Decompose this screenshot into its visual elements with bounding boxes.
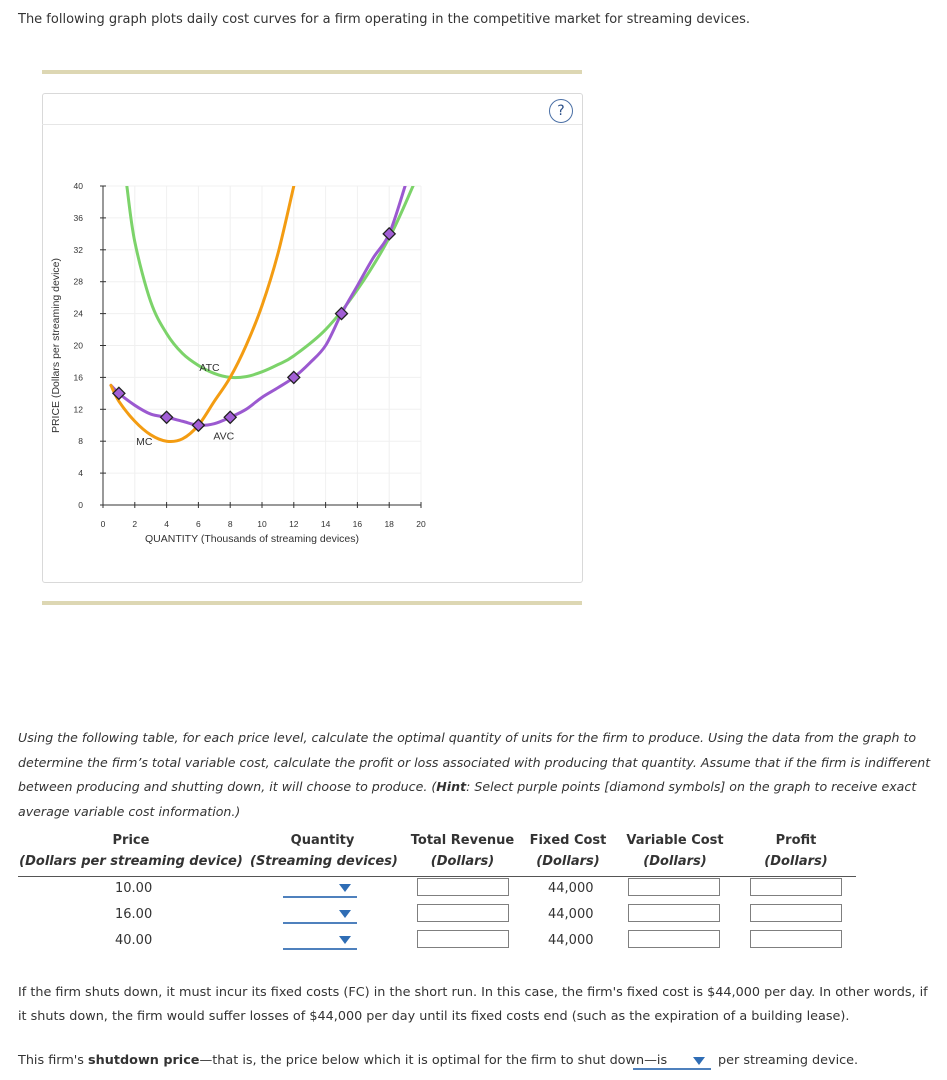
row-1-profit-input[interactable]: [750, 878, 842, 896]
header-price-title: Price: [112, 833, 150, 848]
row-2-profit-input[interactable]: [750, 904, 842, 922]
y-axis-label: PRICE (Dollars per streaming device): [50, 257, 62, 434]
row-3-profit-input[interactable]: [750, 930, 842, 948]
grid: [103, 186, 421, 505]
labels: [50, 258, 359, 545]
chevron-down-icon: [693, 1057, 705, 1065]
row-3-fixed-cost: 44,000: [548, 933, 594, 948]
chevron-down-icon: [339, 884, 351, 892]
row-3-price: 40.00: [115, 933, 153, 948]
shutdown-price-label: shutdown price: [88, 1053, 200, 1068]
chevron-down-icon: [339, 910, 351, 918]
header-profit: [748, 833, 844, 869]
y-tick-label: 28: [73, 276, 83, 287]
x-tick-label: 20: [416, 519, 426, 529]
x-tick-label: 12: [289, 519, 299, 529]
y-tick-label: 16: [73, 372, 83, 383]
shutdown-unit: per streaming device.: [718, 1053, 859, 1068]
avc-label: AVC: [213, 430, 235, 443]
x-tick-label: 16: [352, 519, 363, 529]
avc-point: [161, 411, 173, 423]
hint-label: Hint: [436, 779, 467, 794]
header-quantity-title: Quantity: [290, 833, 355, 848]
help-icon[interactable]: ?: [549, 99, 573, 123]
axes: [74, 181, 426, 529]
header-fixed-cost-title: Fixed Cost: [529, 833, 607, 848]
y-tick-label: 12: [73, 404, 83, 415]
y-tick-label: 36: [73, 212, 83, 223]
header-price-sub: (Dollars per streaming device): [19, 854, 243, 869]
header-total-revenue: [410, 833, 515, 869]
x-tick-label: 10: [257, 519, 267, 529]
header-total-revenue-sub: (Dollars): [430, 854, 495, 869]
avc-curve: [111, 186, 405, 425]
y-tick-label: 24: [73, 308, 83, 319]
row-1-variable-cost-input[interactable]: [628, 878, 720, 896]
row-1-total-revenue-input[interactable]: [417, 878, 509, 896]
header-variable-cost-title: Variable Cost: [626, 833, 724, 848]
row-2-variable-cost-input[interactable]: [628, 904, 720, 922]
header-variable-cost-sub: (Dollars): [643, 854, 707, 869]
y-tick-label: 20: [73, 340, 83, 351]
intro-text: The following graph plots daily cost curves for a firm operating in the competitive market for streaming devices.: [18, 12, 751, 27]
avc-point: [224, 411, 236, 423]
table-header-divider: [18, 876, 856, 877]
x-tick-label: 4: [164, 519, 169, 529]
cost-curves-chart: [42, 125, 582, 580]
x-tick-label: 6: [196, 519, 201, 529]
mc-label: MC: [136, 436, 153, 449]
y-tick-label: 0: [78, 500, 83, 510]
chevron-down-icon: [339, 936, 351, 944]
x-tick-label: 18: [384, 519, 394, 529]
row-2-price: 16.00: [115, 907, 153, 922]
atc-label: ATC: [199, 362, 220, 375]
row-3-quantity-dropdown[interactable]: [283, 932, 357, 950]
row-1-fixed-cost: 44,000: [548, 881, 594, 896]
hint-open: (: [427, 779, 437, 794]
header-fixed-cost-sub: (Dollars): [536, 854, 600, 869]
instructions: [18, 726, 933, 824]
graph-top-rule: [42, 70, 582, 74]
row-1-quantity-dropdown[interactable]: [283, 880, 357, 898]
row-3-variable-cost-input[interactable]: [628, 930, 720, 948]
row-2-total-revenue-input[interactable]: [417, 904, 509, 922]
instructions-text: Using the following table, for each price level, calculate the optimal quantity of units for the firm to produce. Using the data from the graph to determine the firm’s total variable cost, calculate the profit or loss associated with producing that quantity. Assume that if the firm is indifferent between producing and shutting down, it will choose to produce.: [18, 730, 931, 794]
header-quantity-sub: (Streaming devices): [250, 854, 398, 869]
shutdown-question: [18, 1053, 667, 1068]
header-price: [18, 833, 244, 869]
header-profit-title: Profit: [775, 833, 817, 848]
header-quantity: [250, 833, 398, 869]
y-tick-label: 32: [73, 244, 83, 255]
graph-bottom-rule: [42, 601, 582, 605]
shutdown-paragraph: If the firm shuts down, it must incur its fixed costs (FC) in the short run. In this case, the firm's fixed cost is $44,000 per day. In other words, if it shuts down, the firm would suffer losses of $44,000 per day until its fixed costs end (such as the expiration of a building lease).: [18, 985, 928, 1024]
header-fixed-cost: [524, 833, 612, 869]
x-tick-label: 14: [320, 519, 331, 529]
header-variable-cost: [622, 833, 728, 869]
x-tick-label: 0: [100, 519, 106, 529]
row-1-price: 10.00: [115, 881, 153, 896]
shutdown-text-before: This firm's: [18, 1053, 89, 1068]
x-tick-label: 8: [227, 519, 233, 529]
header-profit-sub: (Dollars): [764, 854, 828, 869]
header-total-revenue-title: Total Revenue: [410, 833, 515, 848]
x-axis-label: QUANTITY (Thousands of streaming devices): [145, 533, 359, 545]
hint-text: : Select purple points [diamond symbols] on the graph to receive exact average variable cost information.): [18, 779, 917, 819]
y-tick-label: 40: [73, 181, 83, 191]
shutdown-text-after: —that is, the price below which it is optimal for the firm to shut down—is: [199, 1053, 668, 1068]
row-3-total-revenue-input[interactable]: [417, 930, 509, 948]
y-tick-label: 8: [78, 436, 83, 447]
y-tick-label: 4: [78, 468, 83, 479]
row-2-quantity-dropdown[interactable]: [283, 906, 357, 924]
row-2-fixed-cost: 44,000: [548, 907, 594, 922]
x-tick-label: 2: [132, 519, 138, 529]
shutdown-price-dropdown[interactable]: [633, 1052, 711, 1070]
